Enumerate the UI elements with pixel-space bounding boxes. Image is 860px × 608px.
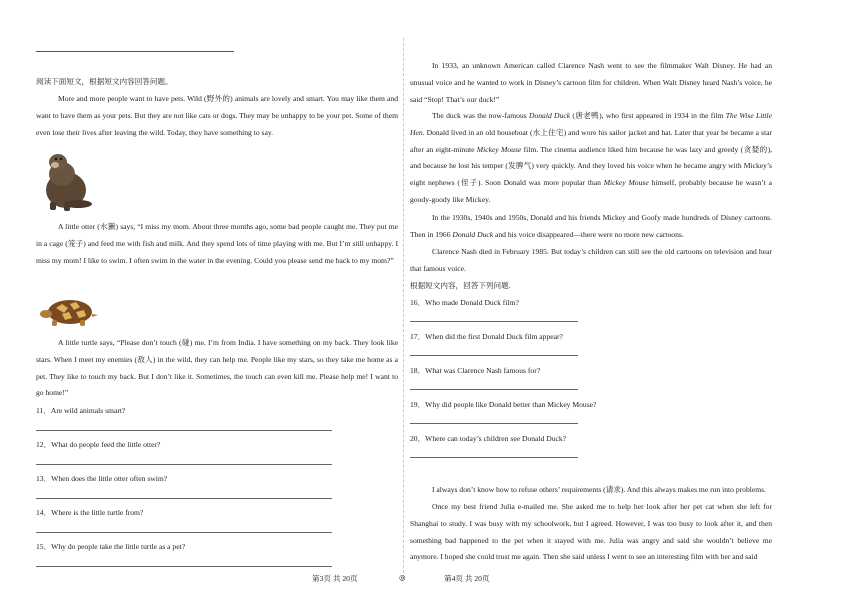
right-instruction: 根据短文内容，回答下列问题.: [410, 281, 511, 290]
answer-line-14[interactable]: [36, 532, 332, 533]
question-13: 13．When does the little otter often swim?: [36, 474, 168, 483]
nash-paragraph-3: In the 1930s, 1940s and 1950s, Donald and his friends Mickey and Goofy made hundreds of Disney cartoons. Then in 1966 Donald Duck and his voice disappeared—there were no more new cartoons.: [410, 213, 772, 239]
answer-line-15[interactable]: [36, 566, 332, 567]
question-17: 17．When did the first Donald Duck film appear?: [410, 332, 563, 341]
center-mark: ◎: [399, 573, 406, 582]
answer-line-11[interactable]: [36, 430, 332, 431]
refuse-paragraph-1: I always don’t know how to refuse others’ requirements (请求). And this always makes me run into problems.: [432, 485, 766, 494]
question-14: 14．Where is the little turtle from?: [36, 508, 144, 517]
otter-image: [36, 150, 94, 212]
passage-intro: More and more people want to have pets. Wild (野外的) animals are lovely and smart. You may like them and want to have them as your pets. But they are not like cats or dogs. They may be unhappy to be your pet. Some of them even lose their lives after leaving the wild. Today, they have something to say.: [36, 94, 398, 137]
answer-line-19[interactable]: [410, 423, 578, 424]
answer-line-18[interactable]: [410, 389, 578, 390]
page-number-right: 第4页 共 20页: [444, 574, 490, 583]
question-19: 19．Why did people like Donald better than Mickey Mouse?: [410, 400, 597, 409]
question-11: 11．Are wild animals smart?: [36, 406, 126, 415]
answer-line-13[interactable]: [36, 498, 332, 499]
question-18: 18．What was Clarence Nash famous for?: [410, 366, 541, 375]
turtle-image: [36, 296, 100, 328]
page-number-left: 第3页 共 20页: [312, 574, 358, 583]
refuse-paragraph-2: Once my best friend Julia e-mailed me. She asked me to help her look after her pet cat when she left for Shanghai to study. I was busy with my schoolwork, but I agreed. However, I was too busy to look after it, and then something bad happened to the pet when it stayed with me. Julia was angry and said she wouldn’t believe me anymore. I hoped she could trust me again. Then she said unless I went to see an interesting film with her and said: [410, 502, 772, 562]
answer-line-17[interactable]: [410, 355, 578, 356]
nash-paragraph-1: In 1933, an unknown American called Clarence Nash went to see the filmmaker Walt Disney. He had an unusual voice and he wanted to work in Disney’s cartoon film for children. When Walt Disney heard Nash’s voice, he said “Stop! That’s our duck!”: [410, 61, 772, 104]
question-20: 20．Where can today’s children see Donald Duck?: [410, 434, 567, 443]
question-16: 16．Who made Donald Duck film?: [410, 298, 519, 307]
left-instruction: 阅读下面短文，根据短文内容回答问题。: [36, 77, 173, 86]
nash-paragraph-4: Clarence Nash died in February 1985. But today’s children can still see the old cartoons on television and hear that famous voice.: [410, 247, 772, 273]
question-15: 15．Why do people take the little turtle as a pet?: [36, 542, 186, 551]
header-rule: [36, 51, 234, 52]
column-divider: [403, 38, 404, 578]
turtle-passage: A little turtle says, “Please don’t touch (碰) me. I’m from India. I have something on my back. They look like stars. When I meet my enemies (敌人) in the wild, they can help me. People like my stars, so they take me home as a pet. They like to touch my back. But I don’t like it. Sometimes, the touch can even kill me. Please help me! I want to go home!”: [36, 338, 398, 398]
answer-line-16[interactable]: [410, 321, 578, 322]
answer-line-12[interactable]: [36, 464, 332, 465]
answer-line-20[interactable]: [410, 457, 578, 458]
nash-paragraph-2: The duck was the now-famous Donald Duck (唐老鸭), who first appeared in 1934 in the film The Wise Little Hen. Donald lived in an old houseboat (水上住宅) and wore his sailor jacket and hat. Later that year he became a star after an eight-minute Mickey Mouse film. The cinema audience liked him because he was lazy and greedy (贪婪的), and because he lost his temper (发脾气) very quickly. And they loved his voice when he became angry with Mickey’s eight nephews (侄子). Soon Donald was more popular than Mickey Mouse himself, probably because he wasn’t a goody-goody like Mickey.: [410, 111, 772, 204]
otter-passage: A little otter (水獭) says, “I miss my mom. About three months ago, some bad people caught me. They put me in a cage (笼子) and feed me with fish and milk. And they spend lots of time playing with me. But I’m still unhappy. I miss my mom! I like to swim. I often swim in the water in the evening. Could you please send me back to my mom?”: [36, 222, 398, 265]
question-12: 12．What do people feed the little otter?: [36, 440, 161, 449]
